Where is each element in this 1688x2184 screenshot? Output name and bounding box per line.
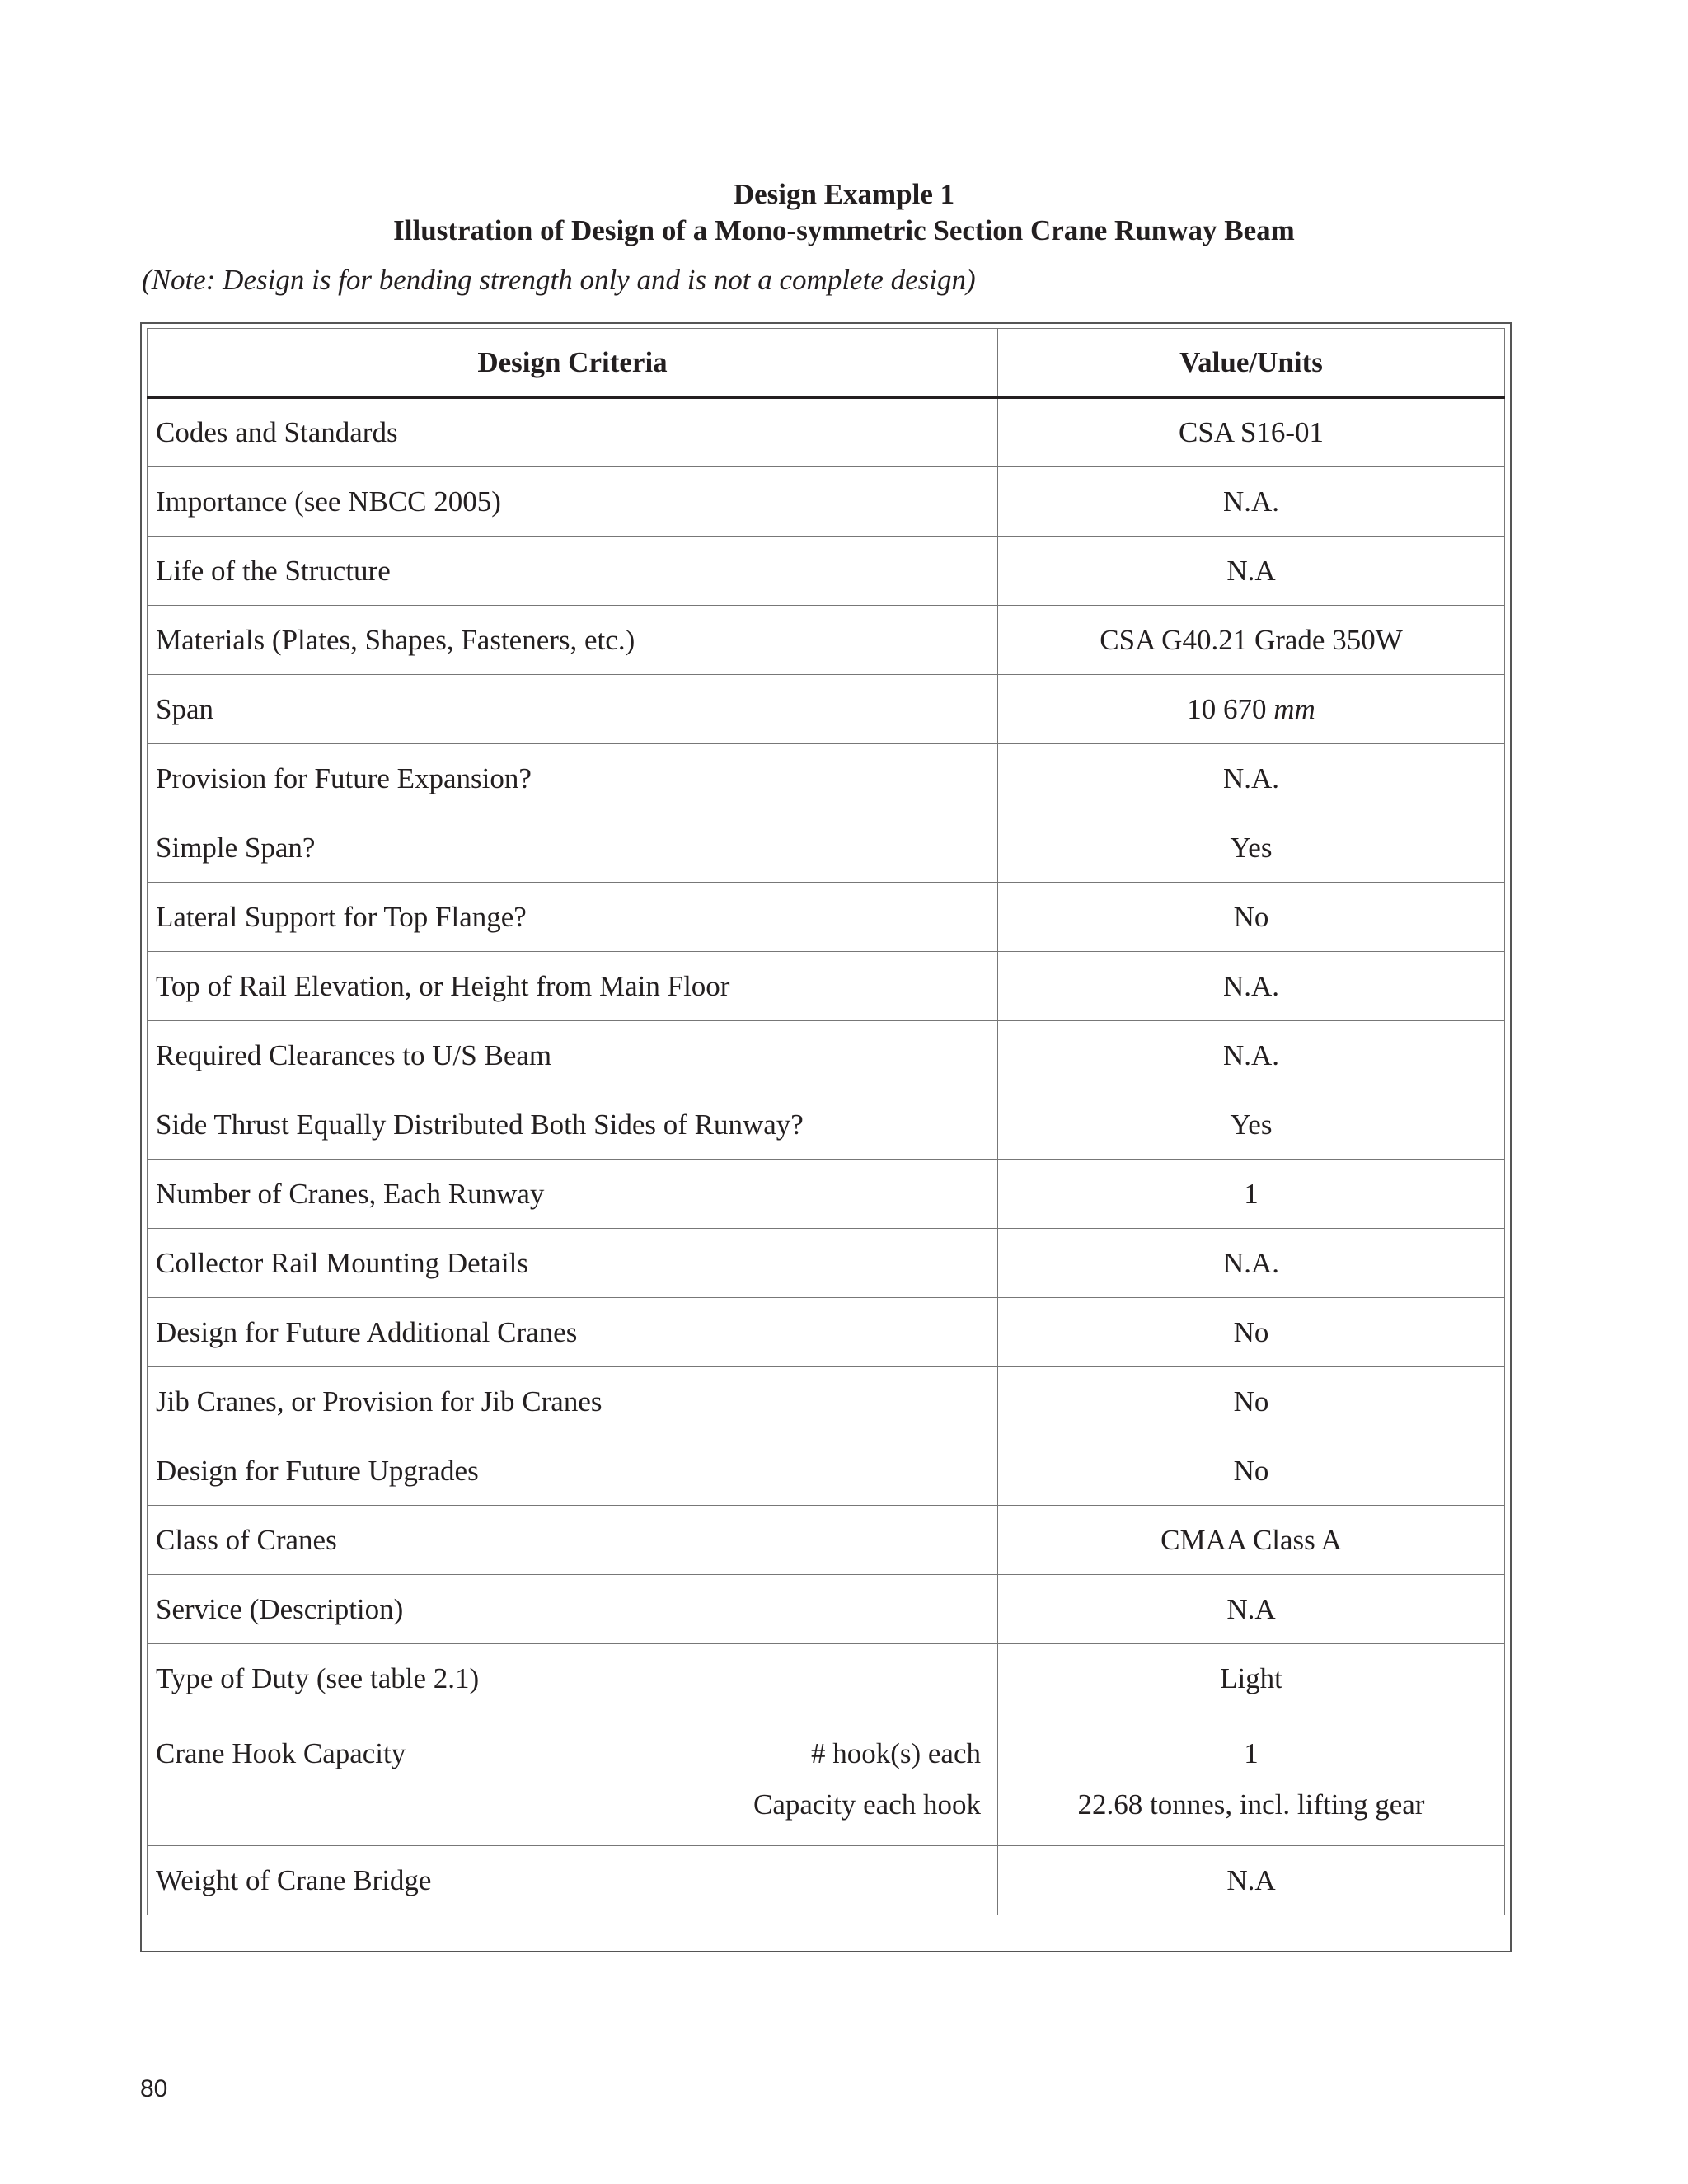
design-note: (Note: Design is for bending strength only and is not a complete design) bbox=[142, 264, 976, 296]
value-text: CSA S16-01 bbox=[1178, 416, 1325, 448]
hook-values bbox=[998, 1728, 1504, 1830]
criteria-cell: Lateral Support for Top Flange? bbox=[148, 883, 998, 952]
table-row-hook-capacity bbox=[148, 1713, 1505, 1846]
table-row bbox=[148, 1575, 1505, 1644]
value-unit: mm bbox=[1273, 692, 1315, 725]
criteria-cell: Provision for Future Expansion? bbox=[148, 744, 998, 813]
value-text: 10 670 bbox=[1187, 692, 1267, 725]
value-cell bbox=[998, 467, 1505, 537]
value-cell bbox=[998, 1713, 1505, 1846]
value-text: No bbox=[1233, 1454, 1269, 1487]
table-row bbox=[148, 467, 1505, 537]
criteria-cell: Required Clearances to U/S Beam bbox=[148, 1021, 998, 1090]
criteria-cell: Type of Duty (see table 2.1) bbox=[148, 1644, 998, 1713]
hook-count-label: # hook(s) each bbox=[810, 1737, 981, 1769]
criteria-cell: Span bbox=[148, 675, 998, 744]
table-header-row bbox=[148, 329, 1505, 398]
value-text: N.A bbox=[1226, 1592, 1276, 1625]
value-cell bbox=[998, 1644, 1505, 1713]
criteria-cell: Materials (Plates, Shapes, Fasteners, etc.) bbox=[148, 606, 998, 675]
value-cell bbox=[998, 1506, 1505, 1575]
value-cell: N.A bbox=[998, 1846, 1505, 1915]
value-text: N.A. bbox=[1222, 762, 1280, 794]
table-row bbox=[148, 1229, 1505, 1298]
column-header-value: Value/Units bbox=[998, 329, 1505, 398]
value-text: N.A. bbox=[1222, 1246, 1280, 1279]
page-number: 80 bbox=[140, 2075, 168, 2102]
hook-capacity-label: Capacity each hook bbox=[753, 1788, 981, 1821]
criteria-cell: Service (Description) bbox=[148, 1575, 998, 1644]
criteria-cell bbox=[148, 1713, 998, 1846]
value-cell bbox=[998, 1229, 1505, 1298]
table-row bbox=[148, 1298, 1505, 1367]
document-subtitle: Illustration of Design of a Mono-symmetric Section Crane Runway Beam bbox=[393, 214, 1295, 246]
value-text: N.A bbox=[1226, 554, 1276, 587]
table-row bbox=[148, 675, 1505, 744]
hook-criteria-layout bbox=[156, 1728, 997, 1830]
document-title: Design Example 1 bbox=[733, 178, 955, 210]
value-text: Light bbox=[1220, 1661, 1282, 1694]
table-row bbox=[148, 1436, 1505, 1506]
value-cell bbox=[998, 398, 1505, 467]
table-row bbox=[148, 1846, 1505, 1915]
value-cell bbox=[998, 813, 1505, 883]
hook-count-value: 1 bbox=[1244, 1737, 1259, 1769]
value-cell bbox=[998, 675, 1505, 744]
value-cell bbox=[998, 744, 1505, 813]
criteria-cell: Weight of Crane Bridge bbox=[148, 1846, 998, 1915]
design-criteria-table bbox=[147, 328, 1505, 1915]
table-row bbox=[148, 1021, 1505, 1090]
table-row bbox=[148, 1090, 1505, 1160]
hook-capacity-value: 22.68 tonnes, incl. lifting gear bbox=[1077, 1788, 1425, 1821]
value-text: N.A. bbox=[1222, 485, 1280, 518]
table-row bbox=[148, 883, 1505, 952]
table-row bbox=[148, 952, 1505, 1021]
criteria-cell: Collector Rail Mounting Details bbox=[148, 1229, 998, 1298]
value-text: Yes bbox=[1230, 1108, 1273, 1141]
value-text: CSA G40.21 Grade 350W bbox=[1100, 623, 1403, 656]
value-cell bbox=[998, 883, 1505, 952]
value-cell bbox=[998, 1090, 1505, 1160]
table-row bbox=[148, 1506, 1505, 1575]
hook-criteria-label: Crane Hook Capacity bbox=[156, 1737, 406, 1769]
value-text: 1 bbox=[1244, 1177, 1259, 1210]
table-row bbox=[148, 813, 1505, 883]
table-row bbox=[148, 398, 1505, 467]
value-text: CMAA Class A bbox=[1160, 1523, 1342, 1556]
criteria-cell: Top of Rail Elevation, or Height from Main Floor bbox=[148, 952, 998, 1021]
criteria-cell: Number of Cranes, Each Runway bbox=[148, 1160, 998, 1229]
hook-sub-labels bbox=[753, 1728, 981, 1830]
table-row bbox=[148, 1644, 1505, 1713]
value-text: No bbox=[1233, 900, 1269, 933]
value-cell bbox=[998, 1436, 1505, 1506]
table-row bbox=[148, 537, 1505, 606]
table-row bbox=[148, 1160, 1505, 1229]
value-cell bbox=[998, 606, 1505, 675]
value-cell bbox=[998, 1575, 1505, 1644]
value-cell bbox=[998, 1021, 1505, 1090]
value-cell bbox=[998, 537, 1505, 606]
criteria-cell: Simple Span? bbox=[148, 813, 998, 883]
criteria-cell: Design for Future Additional Cranes bbox=[148, 1298, 998, 1367]
value-cell bbox=[998, 952, 1505, 1021]
table-row bbox=[148, 744, 1505, 813]
table-row bbox=[148, 1367, 1505, 1436]
value-cell bbox=[998, 1298, 1505, 1367]
value-cell bbox=[998, 1160, 1505, 1229]
value-text: No bbox=[1233, 1315, 1269, 1348]
criteria-cell: Jib Cranes, or Provision for Jib Cranes bbox=[148, 1367, 998, 1436]
value-cell bbox=[998, 1367, 1505, 1436]
criteria-cell: Design for Future Upgrades bbox=[148, 1436, 998, 1506]
criteria-cell: Codes and Standards bbox=[148, 398, 998, 467]
column-header-criteria: Design Criteria bbox=[148, 329, 998, 398]
criteria-cell: Life of the Structure bbox=[148, 537, 998, 606]
value-text: N.A. bbox=[1222, 1038, 1280, 1071]
value-text: No bbox=[1233, 1385, 1269, 1418]
criteria-cell: Class of Cranes bbox=[148, 1506, 998, 1575]
value-text: Yes bbox=[1230, 831, 1273, 864]
value-text: N.A. bbox=[1222, 969, 1280, 1002]
criteria-cell: Side Thrust Equally Distributed Both Sides of Runway? bbox=[148, 1090, 998, 1160]
criteria-cell: Importance (see NBCC 2005) bbox=[148, 467, 998, 537]
table-row bbox=[148, 606, 1505, 675]
